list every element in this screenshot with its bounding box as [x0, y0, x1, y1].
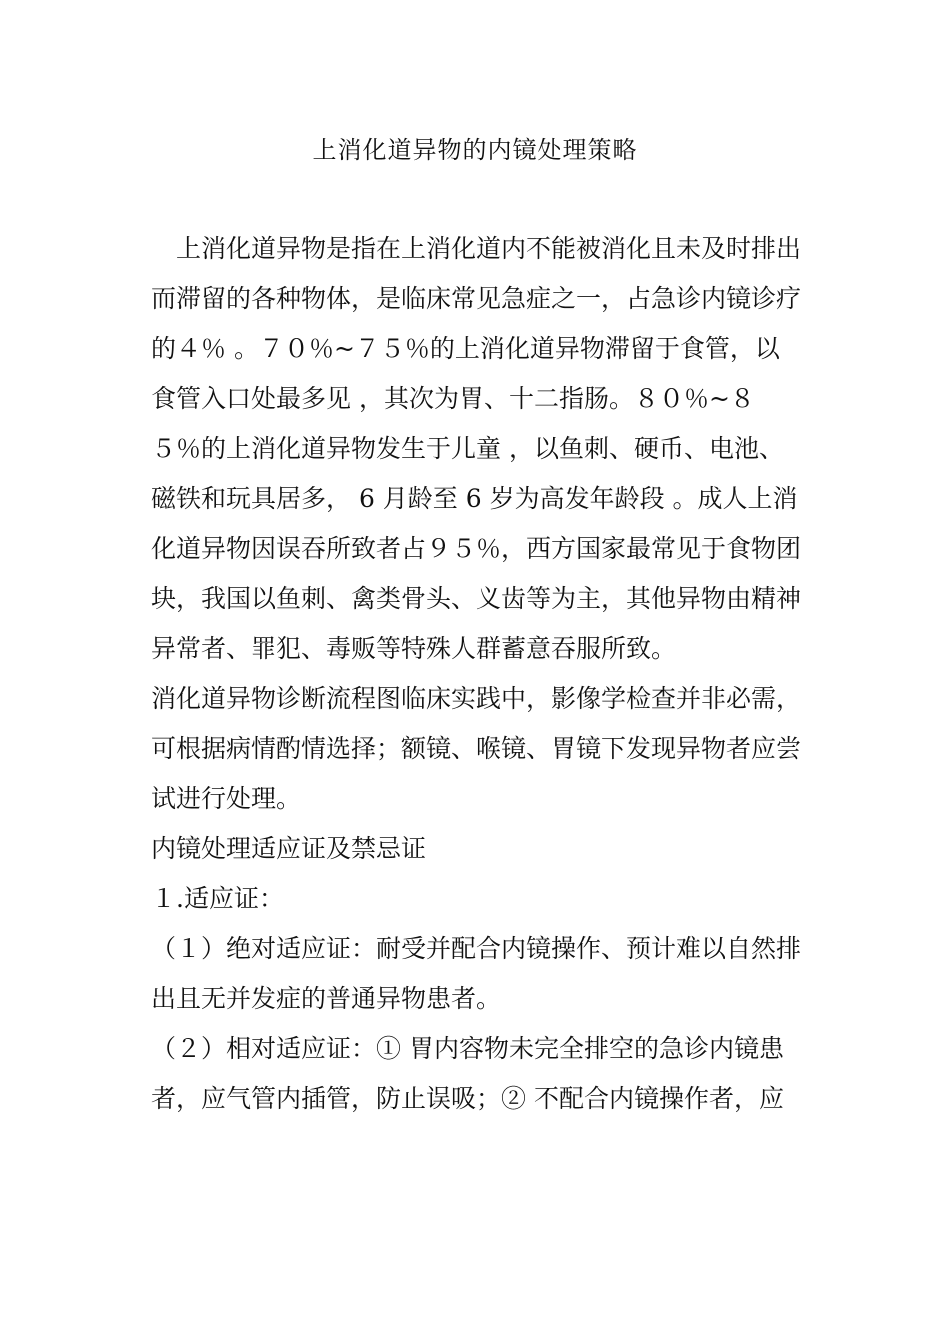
list-item-absolute: （１）绝对适应证：耐受并配合内镜操作、预计难以自然排出且无并发症的普通异物患者。 — [151, 934, 802, 1013]
document-title: 上消化道异物的内镜处理策略 — [312, 136, 638, 164]
paragraph-intro: 上消化道异物是指在上消化道内不能被消化且未及时排出而滞留的各种物体，是临床常见急症之一，占急诊内镜诊疗的４％ 。７０％~７５％的上消化道异物滞留于食管，以食管入口处最多见 ，其次为胃、十二指肠。８０％~８５％的上消化道异物发生于儿童 ，以鱼刺、硬币、电池、磁铁和玩具居多， 6 月龄至 6 岁为高发年龄段 。成人上消化道异物因误吞所致者占９５％，西方国家最常见于食物团块，我国以鱼刺、禽类骨头、义齿等为主，其他异物由精神异常者、罪犯、毒贩等特殊人群蓄意吞服所致。 — [151, 234, 802, 663]
document-body — [151, 224, 801, 1124]
list-item-relative: （２）相对适应证：① 胃内容物未完全排空的急诊内镜患者，应气管内插管，防止误吸；② 不配合内镜操作者，应 — [151, 1034, 784, 1113]
list-heading-indications: １.适应证： — [151, 884, 284, 913]
section-heading: 内镜处理适应证及禁忌证 — [151, 834, 427, 863]
paragraph-diagnosis: 消化道异物诊断流程图临床实践中，影像学检查并非必需，可根据病情酌情选择；额镜、喉镜、胃镜下发现异物者应尝试进行处理。 — [151, 684, 802, 813]
